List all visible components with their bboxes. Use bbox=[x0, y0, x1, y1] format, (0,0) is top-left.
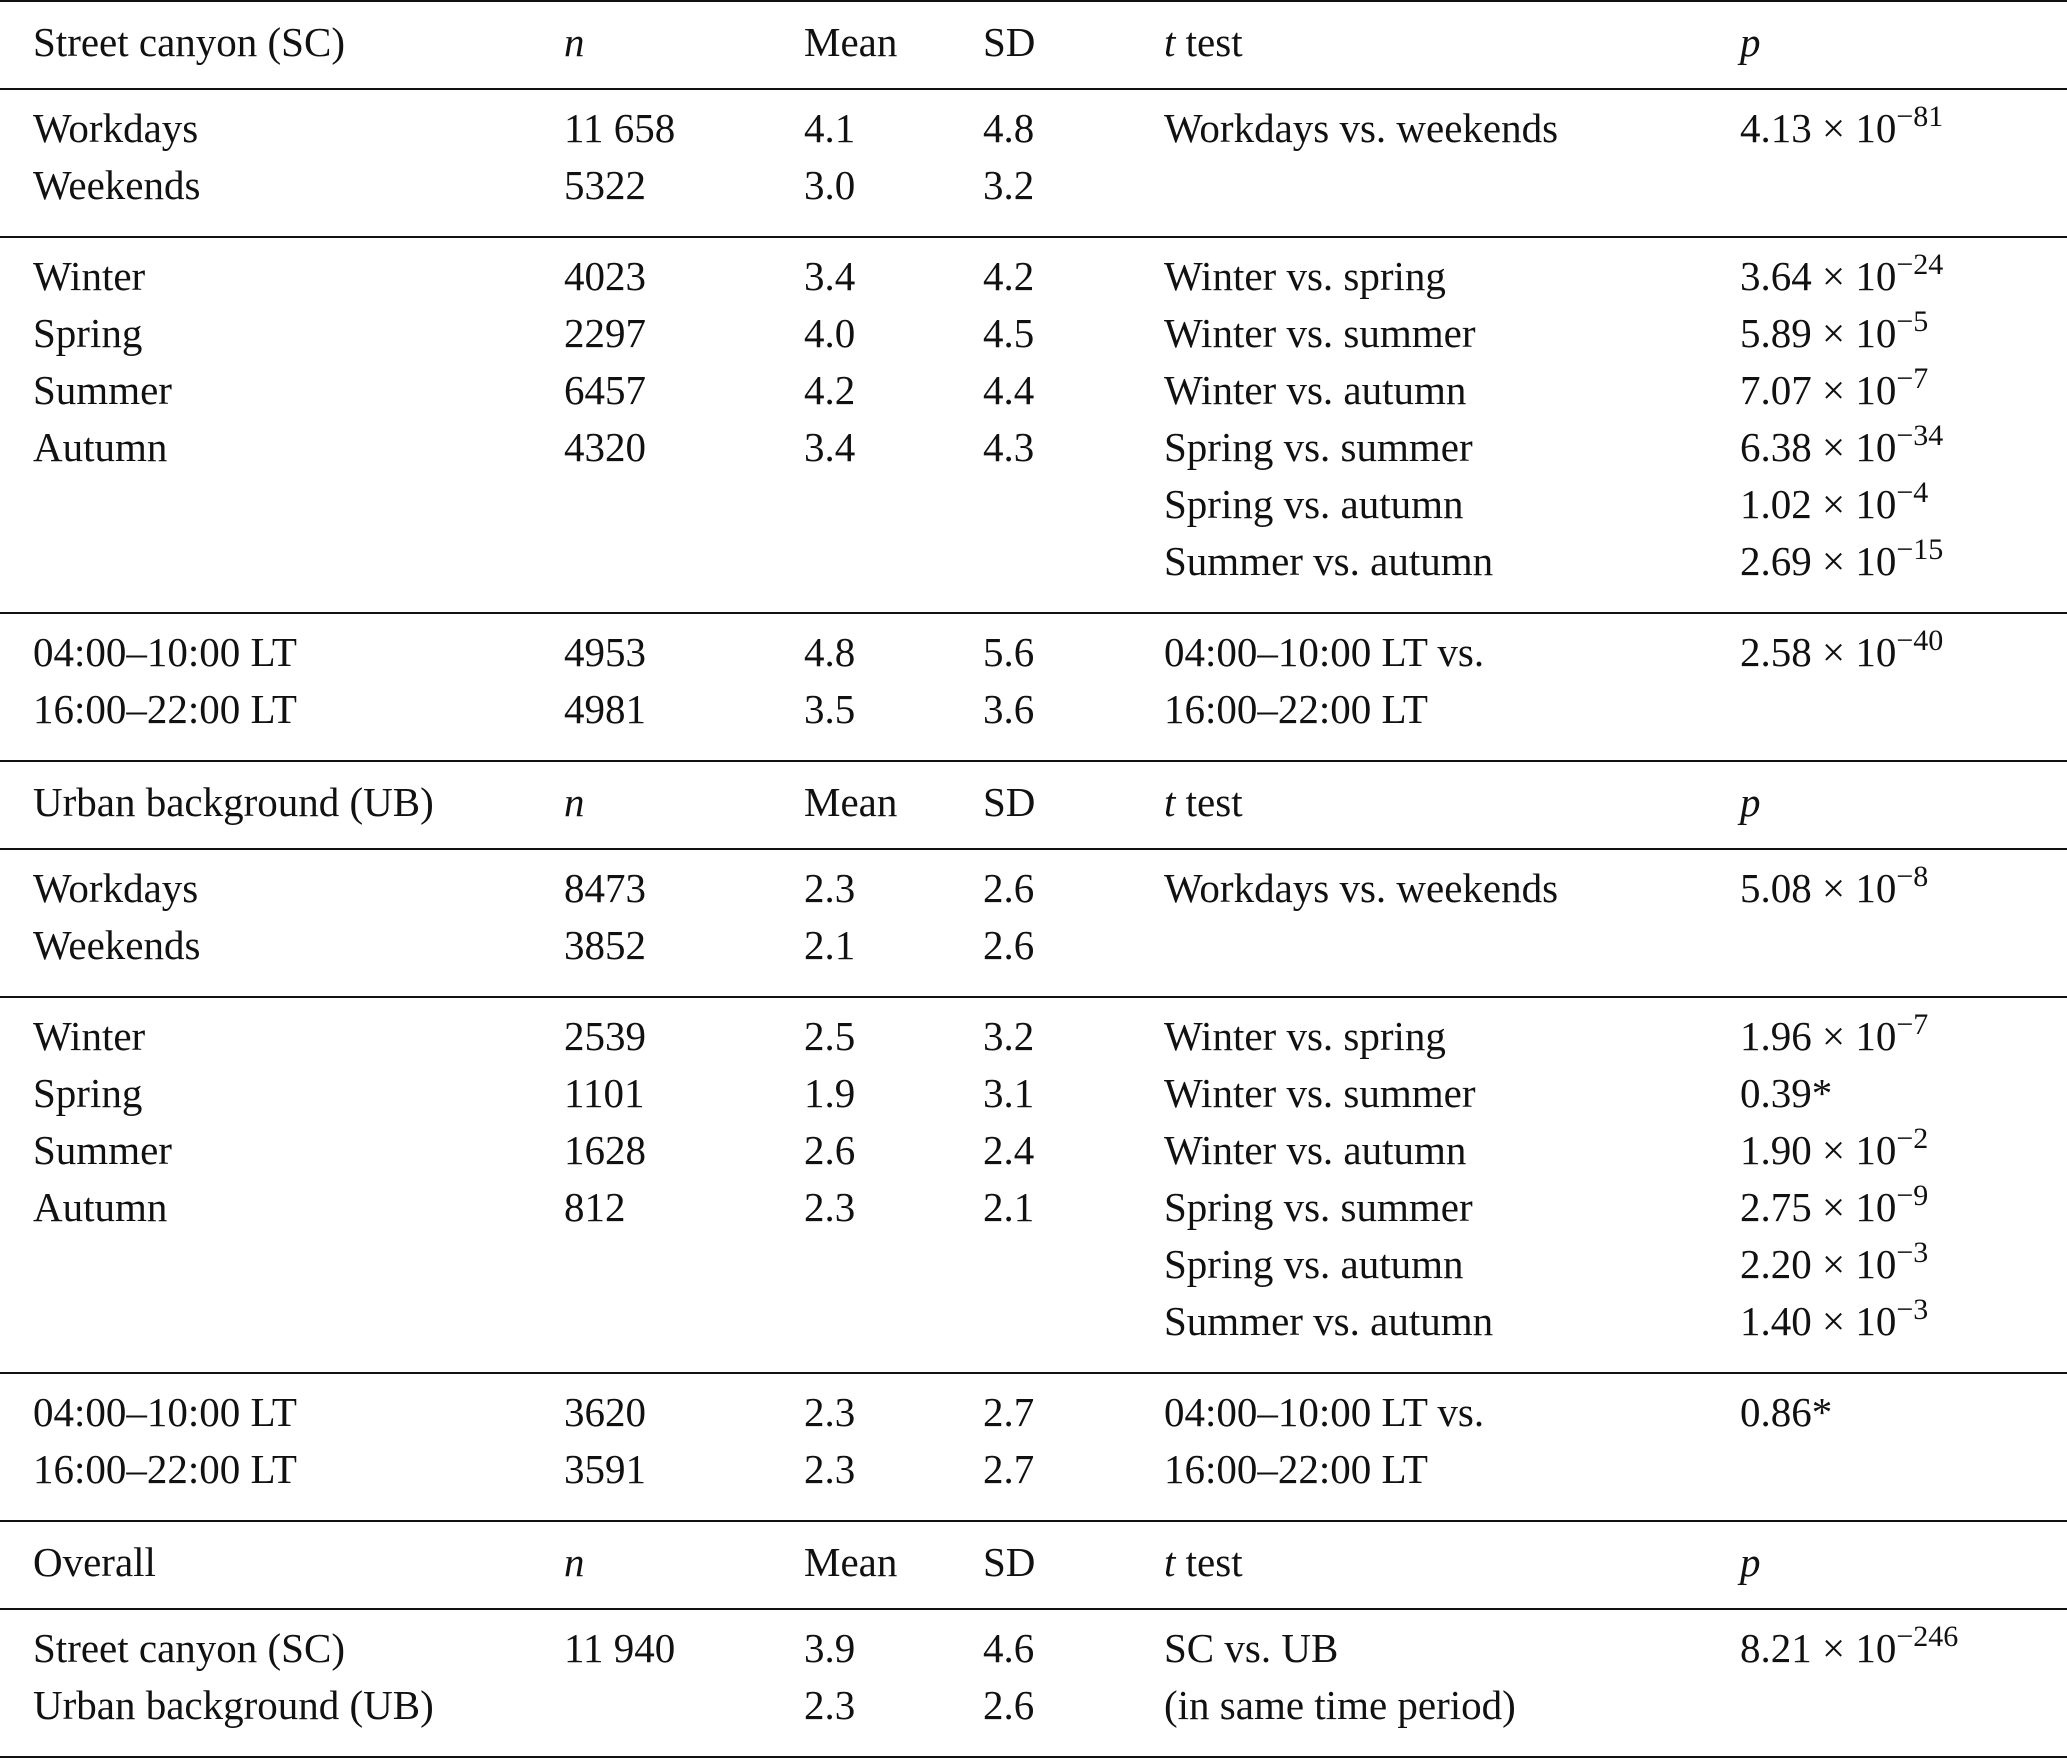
cell-mean: 4.0 bbox=[804, 310, 856, 356]
cell-sd: 3.2 bbox=[983, 162, 1035, 208]
cell-mean: 2.3 bbox=[804, 1446, 856, 1492]
row-label: Street canyon (SC) bbox=[33, 1625, 345, 1671]
row-label: 04:00–10:00 LT bbox=[33, 629, 297, 675]
p-mantissa: 5.89 × 10 bbox=[1740, 310, 1897, 356]
cell-p-value bbox=[1740, 860, 1928, 921]
cell-ttest: 04:00–10:00 LT vs. bbox=[1164, 629, 1485, 675]
cell-mean: 1.9 bbox=[804, 1070, 856, 1116]
cell-n: 4320 bbox=[564, 424, 646, 470]
section-title: Street canyon (SC) bbox=[33, 19, 345, 65]
cell-n: 3620 bbox=[564, 1389, 646, 1435]
table-row bbox=[0, 860, 2067, 917]
header-mean: Mean bbox=[804, 19, 898, 65]
cell-n: 2297 bbox=[564, 310, 646, 356]
table-rule bbox=[0, 1520, 2067, 1522]
cell-mean: 3.5 bbox=[804, 686, 856, 732]
row-label: Spring bbox=[33, 310, 143, 356]
table-row bbox=[0, 1293, 2067, 1350]
row-label: 04:00–10:00 LT bbox=[33, 1389, 297, 1435]
cell-ttest: Spring vs. autumn bbox=[1164, 481, 1464, 527]
p-exponent: −81 bbox=[1896, 100, 1944, 133]
row-label: Spring bbox=[33, 1070, 143, 1116]
header-mean: Mean bbox=[804, 1539, 898, 1585]
table-rule bbox=[0, 996, 2067, 998]
row-label: 16:00–22:00 LT bbox=[33, 686, 297, 732]
cell-mean: 2.3 bbox=[804, 1389, 856, 1435]
table-rule bbox=[0, 0, 2067, 2]
p-mantissa: 1.96 × 10 bbox=[1740, 1013, 1897, 1059]
cell-n: 6457 bbox=[564, 367, 646, 413]
p-exponent: −40 bbox=[1896, 624, 1944, 657]
table-row bbox=[0, 681, 2067, 738]
cell-p-value bbox=[1740, 1236, 1928, 1297]
table-rule bbox=[0, 1608, 2067, 1610]
cell-n: 5322 bbox=[564, 162, 646, 208]
table-rule bbox=[0, 236, 2067, 238]
table-rule bbox=[0, 1756, 2067, 1758]
header-p: p bbox=[1740, 19, 1761, 65]
cell-p-value bbox=[1740, 419, 1943, 480]
table-row bbox=[0, 917, 2067, 974]
cell-mean: 3.4 bbox=[804, 253, 856, 299]
p-mantissa: 1.40 × 10 bbox=[1740, 1298, 1897, 1344]
table-rule bbox=[0, 1372, 2067, 1374]
p-mantissa: 1.90 × 10 bbox=[1740, 1127, 1897, 1173]
cell-p-value bbox=[1740, 1179, 1928, 1240]
cell-p-value bbox=[1740, 248, 1943, 309]
table-row bbox=[0, 624, 2067, 681]
cell-sd: 3.6 bbox=[983, 686, 1035, 732]
table-rule bbox=[0, 88, 2067, 90]
table-row bbox=[0, 1179, 2067, 1236]
cell-mean: 3.0 bbox=[804, 162, 856, 208]
header-row bbox=[0, 774, 2067, 831]
table-row bbox=[0, 419, 2067, 476]
header-p: p bbox=[1740, 779, 1761, 825]
cell-n: 8473 bbox=[564, 865, 646, 911]
header-ttest bbox=[1164, 1534, 1243, 1591]
p-mantissa: 1.02 × 10 bbox=[1740, 481, 1897, 527]
cell-n: 4953 bbox=[564, 629, 646, 675]
p-exponent: −7 bbox=[1896, 362, 1929, 395]
p-exponent: −7 bbox=[1896, 1008, 1929, 1041]
cell-n: 3591 bbox=[564, 1446, 646, 1492]
p-exponent: −2 bbox=[1896, 1122, 1929, 1155]
row-label: Autumn bbox=[33, 1184, 168, 1230]
p-exponent: −15 bbox=[1896, 533, 1944, 566]
cell-n: 2539 bbox=[564, 1013, 646, 1059]
p-exponent: −34 bbox=[1896, 419, 1944, 452]
table-row bbox=[0, 1620, 2067, 1677]
cell-n: 4023 bbox=[564, 253, 646, 299]
cell-sd: 3.1 bbox=[983, 1070, 1035, 1116]
cell-ttest: Winter vs. spring bbox=[1164, 1013, 1446, 1059]
cell-p-value bbox=[1740, 100, 1943, 161]
p-mantissa: 4.13 × 10 bbox=[1740, 105, 1897, 151]
cell-sd: 3.2 bbox=[983, 1013, 1035, 1059]
p-mantissa: 8.21 × 10 bbox=[1740, 1625, 1897, 1671]
p-exponent: −3 bbox=[1896, 1293, 1929, 1326]
cell-mean: 2.6 bbox=[804, 1127, 856, 1173]
row-label: Weekends bbox=[33, 162, 201, 208]
table-row bbox=[0, 1441, 2067, 1498]
cell-p-value bbox=[1740, 1065, 1832, 1126]
cell-sd: 2.6 bbox=[983, 865, 1035, 911]
cell-ttest: SC vs. UB bbox=[1164, 1625, 1339, 1671]
table-row bbox=[0, 1236, 2067, 1293]
row-label: Weekends bbox=[33, 922, 201, 968]
header-mean: Mean bbox=[804, 779, 898, 825]
cell-sd: 2.6 bbox=[983, 1682, 1035, 1728]
header-ttest bbox=[1164, 774, 1243, 831]
cell-sd: 5.6 bbox=[983, 629, 1035, 675]
header-ttest bbox=[1164, 14, 1243, 71]
cell-ttest: 04:00–10:00 LT vs. bbox=[1164, 1389, 1485, 1435]
cell-p-value bbox=[1740, 1008, 1928, 1069]
cell-ttest: (in same time period) bbox=[1164, 1682, 1516, 1728]
cell-p-value bbox=[1740, 1620, 1958, 1681]
p-mantissa: 0.39* bbox=[1740, 1070, 1833, 1116]
table-row bbox=[0, 1008, 2067, 1065]
header-sd: SD bbox=[983, 779, 1036, 825]
cell-n: 11 940 bbox=[564, 1625, 676, 1671]
p-mantissa: 7.07 × 10 bbox=[1740, 367, 1897, 413]
cell-n: 4981 bbox=[564, 686, 646, 732]
header-sd: SD bbox=[983, 1539, 1036, 1585]
cell-sd: 4.8 bbox=[983, 105, 1035, 151]
cell-n: 1101 bbox=[564, 1070, 645, 1116]
table-row bbox=[0, 1065, 2067, 1122]
cell-sd: 2.4 bbox=[983, 1127, 1035, 1173]
cell-mean: 2.5 bbox=[804, 1013, 856, 1059]
p-mantissa: 6.38 × 10 bbox=[1740, 424, 1897, 470]
header-sd: SD bbox=[983, 19, 1036, 65]
header-row bbox=[0, 14, 2067, 71]
table-row bbox=[0, 305, 2067, 362]
cell-ttest: 16:00–22:00 LT bbox=[1164, 686, 1428, 732]
section-title: Urban background (UB) bbox=[33, 779, 434, 825]
cell-ttest: Summer vs. autumn bbox=[1164, 1298, 1494, 1344]
p-exponent: −246 bbox=[1896, 1620, 1959, 1653]
cell-ttest: Summer vs. autumn bbox=[1164, 538, 1494, 584]
cell-ttest: Workdays vs. weekends bbox=[1164, 865, 1559, 911]
row-label: Winter bbox=[33, 253, 146, 299]
header-n: n bbox=[564, 1539, 585, 1585]
table-row bbox=[0, 1122, 2067, 1179]
cell-sd: 2.6 bbox=[983, 922, 1035, 968]
header-test-text: test bbox=[1175, 1539, 1243, 1585]
cell-p-value bbox=[1740, 533, 1943, 594]
cell-p-value bbox=[1740, 305, 1928, 366]
header-row bbox=[0, 1534, 2067, 1591]
table-row bbox=[0, 248, 2067, 305]
row-label: Urban background (UB) bbox=[33, 1682, 434, 1728]
row-label: Summer bbox=[33, 367, 172, 413]
cell-ttest: Winter vs. summer bbox=[1164, 310, 1476, 356]
cell-mean: 2.3 bbox=[804, 1682, 856, 1728]
row-label: Workdays bbox=[33, 865, 199, 911]
cell-ttest: Winter vs. summer bbox=[1164, 1070, 1476, 1116]
cell-n: 1628 bbox=[564, 1127, 646, 1173]
cell-sd: 4.5 bbox=[983, 310, 1035, 356]
cell-sd: 4.6 bbox=[983, 1625, 1035, 1671]
table-row bbox=[0, 533, 2067, 590]
cell-sd: 2.1 bbox=[983, 1184, 1035, 1230]
cell-sd: 2.7 bbox=[983, 1389, 1035, 1435]
cell-n: 3852 bbox=[564, 922, 646, 968]
table-rule bbox=[0, 848, 2067, 850]
cell-ttest: Spring vs. summer bbox=[1164, 1184, 1473, 1230]
table-row bbox=[0, 362, 2067, 419]
p-mantissa: 2.58 × 10 bbox=[1740, 629, 1897, 675]
p-mantissa: 5.08 × 10 bbox=[1740, 865, 1897, 911]
cell-p-value bbox=[1740, 362, 1928, 423]
cell-p-value bbox=[1740, 476, 1928, 537]
cell-p-value bbox=[1740, 624, 1943, 685]
cell-p-value bbox=[1740, 1384, 1832, 1445]
header-n: n bbox=[564, 779, 585, 825]
table-row bbox=[0, 1677, 2067, 1734]
p-exponent: −9 bbox=[1896, 1179, 1929, 1212]
table-rule bbox=[0, 760, 2067, 762]
cell-sd: 4.4 bbox=[983, 367, 1035, 413]
cell-ttest: 16:00–22:00 LT bbox=[1164, 1446, 1428, 1492]
header-test-text: test bbox=[1175, 779, 1243, 825]
table-row bbox=[0, 476, 2067, 533]
row-label: Workdays bbox=[33, 105, 199, 151]
table-row bbox=[0, 100, 2067, 157]
cell-mean: 3.9 bbox=[804, 1625, 856, 1671]
cell-sd: 4.2 bbox=[983, 253, 1035, 299]
p-exponent: −24 bbox=[1896, 248, 1944, 281]
cell-mean: 4.1 bbox=[804, 105, 856, 151]
cell-sd: 4.3 bbox=[983, 424, 1035, 470]
p-mantissa: 3.64 × 10 bbox=[1740, 253, 1897, 299]
header-p: p bbox=[1740, 1539, 1761, 1585]
cell-ttest: Winter vs. autumn bbox=[1164, 367, 1467, 413]
p-mantissa: 2.20 × 10 bbox=[1740, 1241, 1897, 1287]
row-label: Autumn bbox=[33, 424, 168, 470]
cell-mean: 4.8 bbox=[804, 629, 856, 675]
row-label: Winter bbox=[33, 1013, 146, 1059]
cell-sd: 2.7 bbox=[983, 1446, 1035, 1492]
p-mantissa: 0.86* bbox=[1740, 1389, 1833, 1435]
cell-mean: 3.4 bbox=[804, 424, 856, 470]
cell-ttest: Workdays vs. weekends bbox=[1164, 105, 1559, 151]
header-t-symbol: t bbox=[1164, 1539, 1176, 1585]
p-mantissa: 2.69 × 10 bbox=[1740, 538, 1897, 584]
row-label: Summer bbox=[33, 1127, 172, 1173]
cell-p-value bbox=[1740, 1293, 1928, 1354]
table-row bbox=[0, 157, 2067, 214]
row-label: 16:00–22:00 LT bbox=[33, 1446, 297, 1492]
cell-n: 812 bbox=[564, 1184, 626, 1230]
p-exponent: −4 bbox=[1896, 476, 1929, 509]
header-t-symbol: t bbox=[1164, 19, 1176, 65]
cell-mean: 4.2 bbox=[804, 367, 856, 413]
cell-ttest: Spring vs. summer bbox=[1164, 424, 1473, 470]
table-rule bbox=[0, 612, 2067, 614]
cell-p-value bbox=[1740, 1122, 1928, 1183]
cell-ttest: Winter vs. autumn bbox=[1164, 1127, 1467, 1173]
cell-n: 11 658 bbox=[564, 105, 676, 151]
cell-mean: 2.1 bbox=[804, 922, 856, 968]
p-exponent: −8 bbox=[1896, 860, 1929, 893]
table-row bbox=[0, 1384, 2067, 1441]
cell-ttest: Winter vs. spring bbox=[1164, 253, 1446, 299]
p-exponent: −3 bbox=[1896, 1236, 1929, 1269]
header-test-text: test bbox=[1175, 19, 1243, 65]
cell-mean: 2.3 bbox=[804, 865, 856, 911]
p-exponent: −5 bbox=[1896, 305, 1929, 338]
cell-mean: 2.3 bbox=[804, 1184, 856, 1230]
section-title: Overall bbox=[33, 1539, 156, 1585]
header-t-symbol: t bbox=[1164, 779, 1176, 825]
cell-ttest: Spring vs. autumn bbox=[1164, 1241, 1464, 1287]
p-mantissa: 2.75 × 10 bbox=[1740, 1184, 1897, 1230]
header-n: n bbox=[564, 19, 585, 65]
